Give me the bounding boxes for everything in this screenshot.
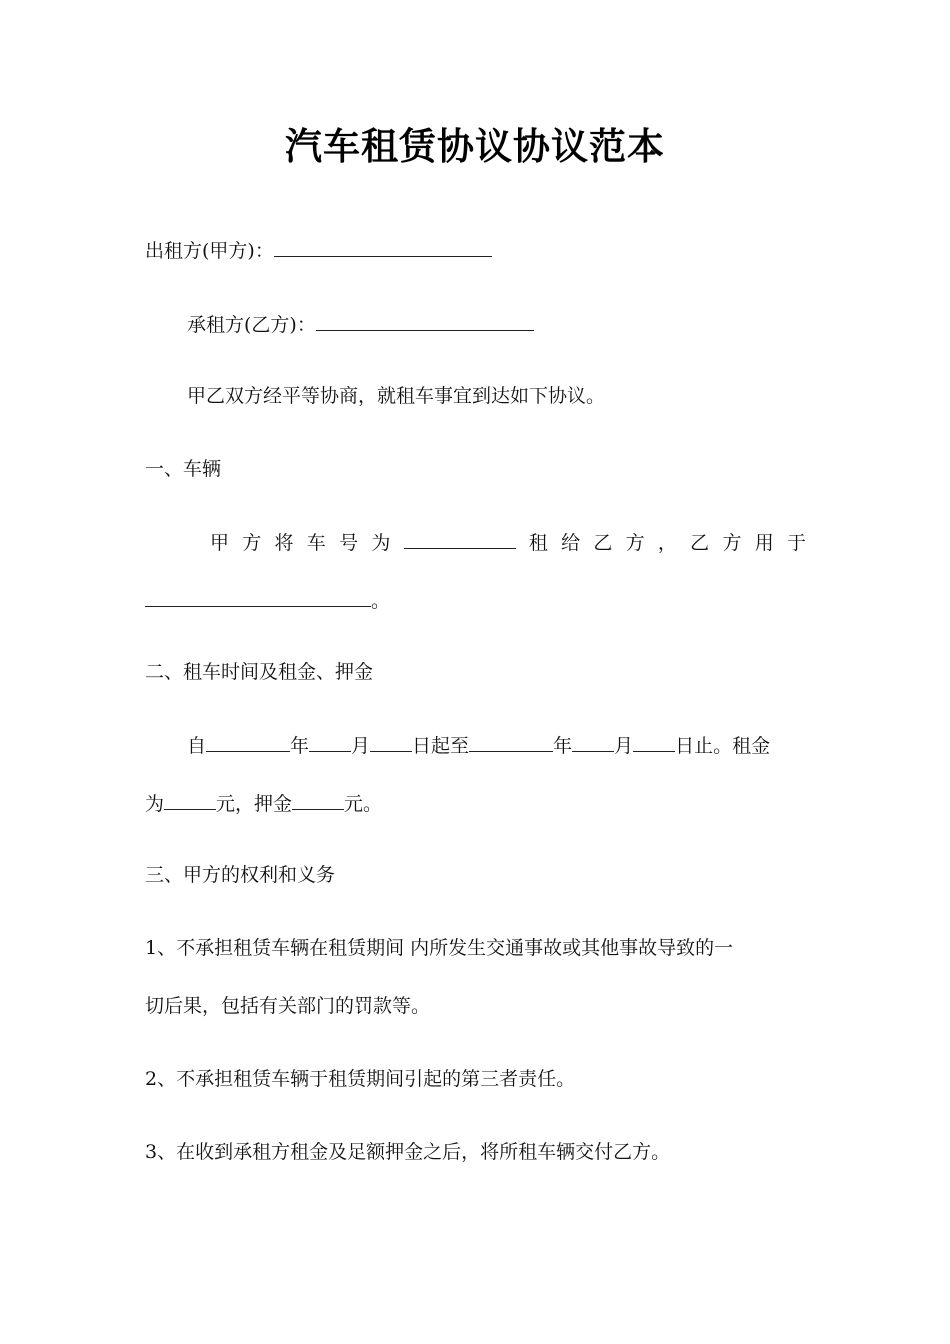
section1-char: 乙	[593, 532, 613, 554]
lessee-label: 承租方(乙方)：	[187, 314, 316, 336]
usage-blank[interactable]	[145, 586, 371, 607]
deposit-amount-blank[interactable]	[292, 789, 344, 810]
section1-char: 甲	[210, 532, 230, 554]
lessor-label: 出租方(甲方)：	[145, 240, 274, 262]
start-day-blank[interactable]	[370, 731, 412, 752]
item1-line2: 切后果，包括有关部门的罚款等。	[145, 995, 431, 1017]
intro-paragraph: 甲乙双方经平等协商，就租车事宜到达如下协议。	[187, 385, 606, 407]
section1-char: 乙	[690, 532, 710, 554]
section1-char: 将	[274, 532, 294, 554]
item2: 2、不承担租赁车辆于租赁期间引起的第三者责任。	[145, 1068, 576, 1090]
section2-heading: 二、租车时间及租金、押金	[145, 661, 374, 683]
start-month-blank[interactable]	[309, 731, 351, 752]
start-year-blank[interactable]	[206, 731, 290, 752]
section2-line2	[145, 789, 810, 818]
deposit-text: 元，押金	[216, 793, 293, 815]
section2-line1	[187, 731, 852, 760]
plate-number-blank[interactable]	[404, 528, 516, 549]
section1-char: 方	[625, 532, 645, 554]
section1-char: ，	[657, 532, 677, 554]
end-day-blank[interactable]	[633, 731, 675, 752]
day-from-text: 日起至	[412, 735, 470, 757]
section1-end: 。	[371, 590, 391, 612]
month-text: 月	[614, 735, 634, 757]
section1-char: 方	[722, 532, 742, 554]
item1-line1: 1、不承担租赁车辆在租赁期间 内所发生交通事故或其他事故导致的一	[145, 937, 734, 959]
day-to-text: 日止。租金	[675, 735, 771, 757]
end-month-blank[interactable]	[572, 731, 614, 752]
section1-char: 号	[339, 532, 359, 554]
section3-heading: 三、甲方的权利和义务	[145, 864, 336, 886]
section1-char: 车	[306, 532, 326, 554]
section1-heading: 一、车辆	[145, 458, 222, 480]
rent-amount-blank[interactable]	[164, 789, 216, 810]
section1-line1	[210, 528, 806, 557]
section1-char: 方	[242, 532, 262, 554]
lessee-line	[187, 310, 852, 339]
section1-line2	[145, 586, 810, 615]
month-text: 月	[351, 735, 371, 757]
item3: 3、在收到承租方租金及足额押金之后，将所租车辆交付乙方。	[145, 1141, 671, 1163]
document-title: 汽车租赁协议协议范本	[285, 124, 665, 168]
section1-char: 用	[754, 532, 774, 554]
yuan-end-text: 元。	[344, 793, 383, 815]
section1-char: 给	[561, 532, 581, 554]
lessor-line	[145, 236, 810, 265]
section1-char: 于	[786, 532, 806, 554]
rent-prefix: 为	[145, 793, 165, 815]
year-text: 年	[290, 735, 310, 757]
year-text: 年	[553, 735, 573, 757]
end-year-blank[interactable]	[469, 731, 553, 752]
section1-char: 租	[528, 532, 548, 554]
section1-char: 为	[371, 532, 391, 554]
lessor-blank[interactable]	[274, 236, 492, 257]
lessee-blank[interactable]	[316, 310, 534, 331]
from-text: 自	[187, 735, 207, 757]
